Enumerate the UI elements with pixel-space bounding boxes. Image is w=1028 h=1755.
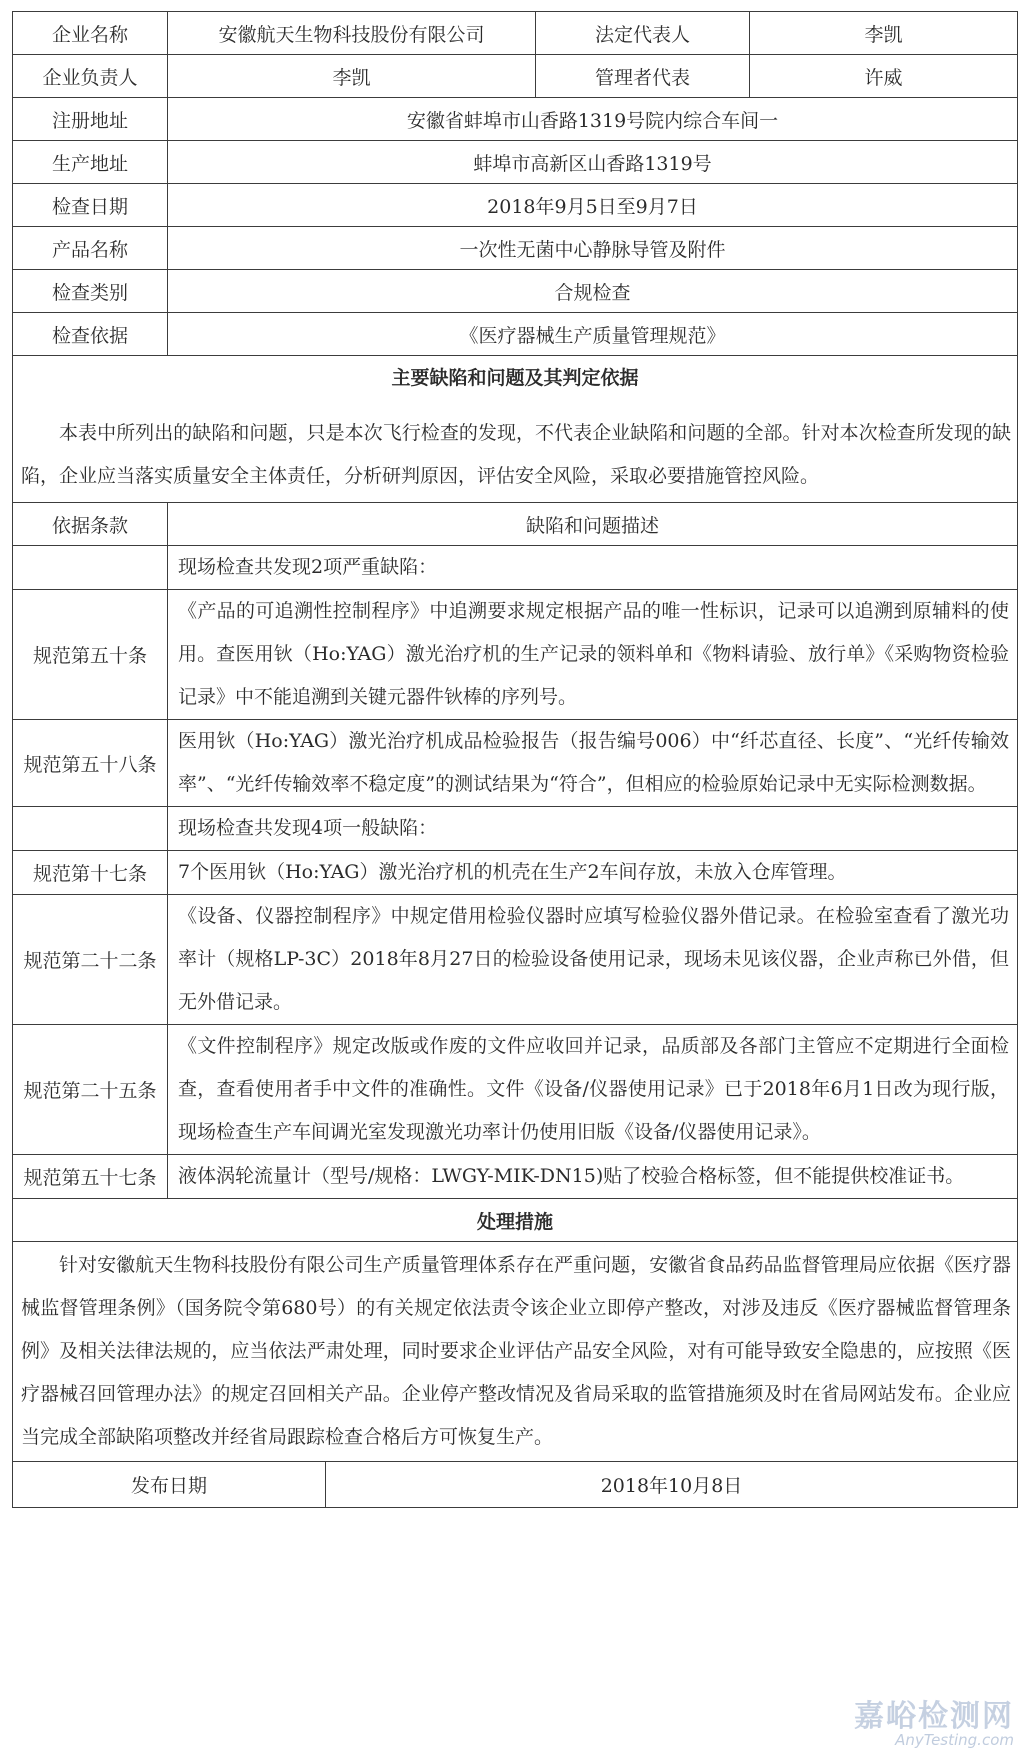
- row-company-head: [13, 55, 1018, 98]
- clause-cell: 规范第五十条: [13, 590, 168, 720]
- inspect-type-label: 检查类别: [13, 270, 168, 313]
- watermark: [854, 1691, 1014, 1749]
- description-column-header: 缺陷和问题描述: [168, 503, 1018, 546]
- row-inspect-type: [13, 270, 1018, 313]
- table-row: [13, 1025, 1018, 1155]
- row-defects-section: [13, 356, 1018, 503]
- row-company-name: [13, 12, 1018, 55]
- row-measures-text: [13, 1242, 1018, 1462]
- description-cell: 7个医用钬（Ho:YAG）激光治疗机的机壳在生产2车间存放，未放入仓库管理。: [168, 851, 1018, 895]
- clause-cell: 规范第十七条: [13, 851, 168, 895]
- description-cell: 《设备、仪器控制程序》中规定借用检验仪器时应填写检验仪器外借记录。在检验室查看了激光功率计（规格LP-3C）2018年8月27日的检验设备使用记录，现场未见该仪器，企业声称已外借，但无外借记录。: [168, 895, 1018, 1025]
- row-defects-header: [13, 503, 1018, 546]
- table-row: [13, 720, 1018, 807]
- empty-cell: [13, 546, 168, 590]
- row-general-header: [13, 807, 1018, 851]
- release-date: 2018年10月8日: [326, 1462, 1018, 1508]
- defects-section-title: 主要缺陷和问题及其判定依据: [391, 367, 639, 389]
- description-cell: 《产品的可追溯性控制程序》中追溯要求规定根据产品的唯一性标识，记录可以追溯到原辅料的使用。查医用钬（Ho:YAG）激光治疗机的生产记录的领料单和《物料请验、放行单》《采购物资检验记录》中不能追溯到关键元器件钬棒的序列号。: [168, 590, 1018, 720]
- clause-cell: 规范第五十七条: [13, 1155, 168, 1199]
- row-inspect-date: [13, 184, 1018, 227]
- table-row: [13, 590, 1018, 720]
- table-row: [13, 851, 1018, 895]
- product-name: 一次性无菌中心静脉导管及附件: [168, 227, 1018, 270]
- row-product: [13, 227, 1018, 270]
- serious-defects-header: 现场检查共发现2项严重缺陷：: [168, 546, 1018, 590]
- reg-address-label: 注册地址: [13, 98, 168, 141]
- measures-text: 针对安徽航天生物科技股份有限公司生产质量管理体系存在严重问题，安徽省食品药品监督管理局应依据《医疗器械监督管理条例》（国务院令第680号）的有关规定依法责令该企业立即停产整改，对涉及违反《医疗器械监督管理条例》及相关法律法规的，应当依法严肃处理，同时要求企业评估产品安全风险，对有可能导致安全隐患的，应按照《医疗器械召回管理办法》的规定召回相关产品。企业停产整改情况及省局采取的监管措施须及时在省局网站发布。企业应当完成全部缺陷项整改并经省局跟踪检查合格后方可恢复生产。: [13, 1242, 1018, 1462]
- measures-title: 处理措施: [13, 1199, 1018, 1242]
- clause-cell: 规范第二十五条: [13, 1025, 168, 1155]
- mgmt-rep-label: 管理者代表: [536, 55, 750, 98]
- defects-section-cell: [13, 356, 1018, 503]
- row-release-date: [13, 1462, 1018, 1508]
- defects-intro: 本表中所列出的缺陷和问题，只是本次飞行检查的发现，不代表企业缺陷和问题的全部。针对本次检查所发现的缺陷，企业应当落实质量安全主体责任，分析研判原因，评估安全风险，采取必要措施管控风险。: [21, 422, 1012, 487]
- row-serious-header: [13, 546, 1018, 590]
- basis: 《医疗器械生产质量管理规范》: [168, 313, 1018, 356]
- description-cell: 液体涡轮流量计（型号/规格：LWGY-MIK-DN15)贴了校验合格标签，但不能提供校准证书。: [168, 1155, 1018, 1199]
- clause-cell: 规范第五十八条: [13, 720, 168, 807]
- company-head: 李凯: [168, 55, 536, 98]
- basis-label: 检查依据: [13, 313, 168, 356]
- reg-address: 安徽省蚌埠市山香路1319号院内综合车间一: [168, 98, 1018, 141]
- table-row: [13, 1155, 1018, 1199]
- inspect-date-label: 检查日期: [13, 184, 168, 227]
- legal-rep: 李凯: [750, 12, 1018, 55]
- description-cell: 医用钬（Ho:YAG）激光治疗机成品检验报告（报告编号006）中“纤芯直径、长度”、“光纤传输效率”、“光纤传输效率不稳定度”的测试结果为“符合”，但相应的检验原始记录中无实际检测数据。: [168, 720, 1018, 807]
- description-cell: 《文件控制程序》规定改版或作废的文件应收回并记录，品质部及各部门主管应不定期进行全面检查，查看使用者手中文件的准确性。文件《设备/仪器使用记录》已于2018年6月1日改为现行版，现场检查生产车间调光室发现激光功率计仍使用旧版《设备/仪器使用记录》。: [168, 1025, 1018, 1155]
- row-reg-address: [13, 98, 1018, 141]
- watermark-url: AnyTesting.com: [895, 1731, 1014, 1749]
- prod-address-label: 生产地址: [13, 141, 168, 184]
- company-name-label: 企业名称: [13, 12, 168, 55]
- product-label: 产品名称: [13, 227, 168, 270]
- mgmt-rep: 许威: [750, 55, 1018, 98]
- release-date-label: 发布日期: [13, 1462, 326, 1508]
- empty-cell: [13, 807, 168, 851]
- row-measures-title: [13, 1199, 1018, 1242]
- prod-address: 蚌埠市高新区山香路1319号: [168, 141, 1018, 184]
- row-basis: [13, 313, 1018, 356]
- legal-rep-label: 法定代表人: [536, 12, 750, 55]
- inspect-date: 2018年9月5日至9月7日: [168, 184, 1018, 227]
- company-head-label: 企业负责人: [13, 55, 168, 98]
- inspection-report-table: [12, 11, 1018, 1508]
- inspect-type: 合规检查: [168, 270, 1018, 313]
- clause-cell: 规范第二十二条: [13, 895, 168, 1025]
- table-row: [13, 895, 1018, 1025]
- general-defects-header: 现场检查共发现4项一般缺陷：: [168, 807, 1018, 851]
- company-name: 安徽航天生物科技股份有限公司: [168, 12, 536, 55]
- clause-column-header: 依据条款: [13, 503, 168, 546]
- watermark-logo-text: 嘉峪检测网: [854, 1699, 1014, 1734]
- row-prod-address: [13, 141, 1018, 184]
